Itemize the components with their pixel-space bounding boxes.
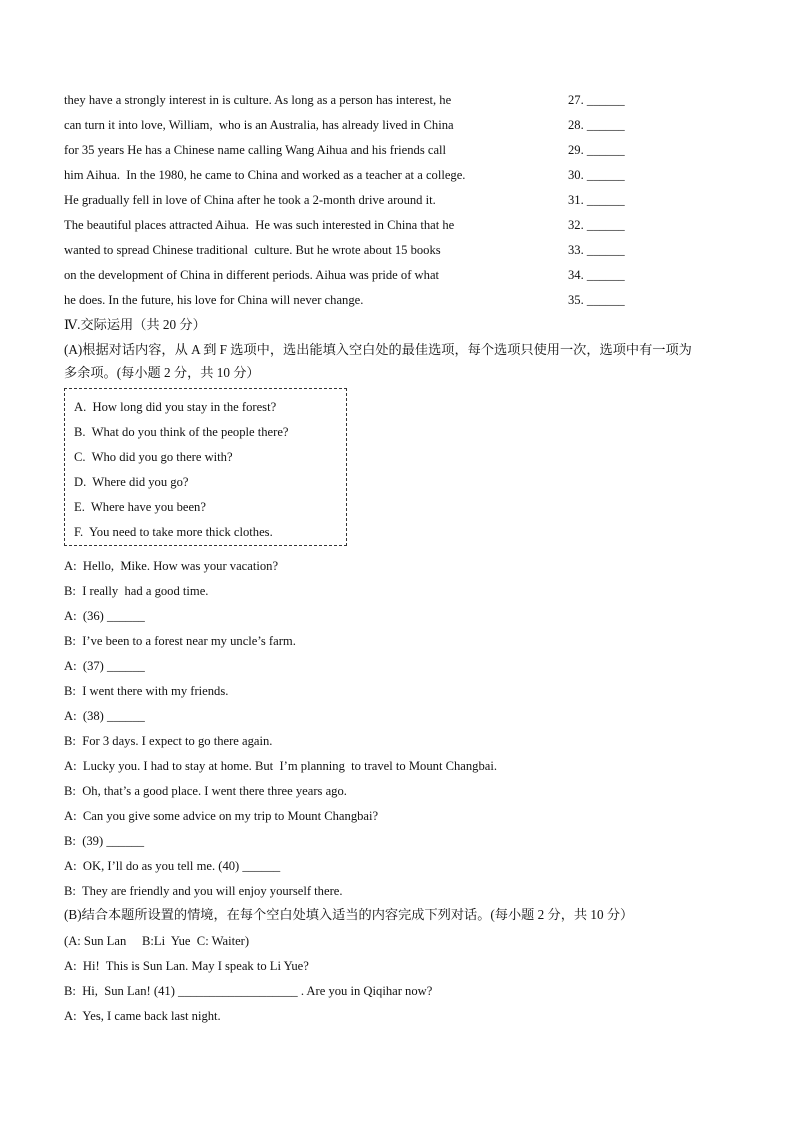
part-a-instruction-cont: 多余项。(每小题 2 分，共 10 分） <box>64 365 260 380</box>
dialogue-line: A: OK, I’ll do as you tell me. (40) ______ <box>64 859 281 873</box>
option-a: A. How long did you stay in the forest? <box>74 400 277 414</box>
dialogue-line: B: They are friendly and you will enjoy yourself there. <box>64 884 343 898</box>
dialogue-line: A: Yes, I came back last night. <box>64 1009 221 1023</box>
part-b-instruction: (B)结合本题所设置的情境，在每个空白处填入适当的内容完成下列对话。(每小题 2 分，共 10 分） <box>64 907 634 922</box>
passage-line: can turn it into love, William, who is an Australia, has already lived in China <box>64 118 454 132</box>
dialogue-line: A: Hi! This is Sun Lan. May I speak to Li Yue? <box>64 959 309 973</box>
option-e: E. Where have you been? <box>74 500 206 514</box>
dialogue-line: B: (39) ______ <box>64 834 145 848</box>
answer-blank-31: 31. ______ <box>568 193 625 207</box>
passage-line: wanted to spread Chinese traditional culture. But he wrote about 15 books <box>64 243 441 257</box>
answer-blank-34: 34. ______ <box>568 268 625 282</box>
passage-line: he does. In the future, his love for China will never change. <box>64 293 364 307</box>
dialogue-line: B: I went there with my friends. <box>64 684 229 698</box>
option-f: F. You need to take more thick clothes. <box>74 525 273 539</box>
dialogue-line: A: Hello, Mike. How was your vacation? <box>64 559 279 573</box>
answer-blank-33: 33. ______ <box>568 243 625 257</box>
section-title: Ⅳ.交际运用（共 20 分） <box>64 317 206 332</box>
option-b: B. What do you think of the people there? <box>74 425 289 439</box>
dialogue-line: A: (38) ______ <box>64 709 145 723</box>
answer-blank-30: 30. ______ <box>568 168 625 182</box>
dialogue-line: A: Lucky you. I had to stay at home. But I’m planning to travel to Mount Changbai. <box>64 759 498 773</box>
dialogue-line: B: For 3 days. I expect to go there again. <box>64 734 273 748</box>
passage-line: The beautiful places attracted Aihua. He was such interested in China that he <box>64 218 455 232</box>
dialogue-roles: (A: Sun Lan B:Li Yue C: Waiter) <box>64 934 250 948</box>
answer-blank-27: 27. ______ <box>568 93 625 107</box>
answer-blank-35: 35. ______ <box>568 293 625 307</box>
part-a-instruction: (A)根据对话内容，从 A 到 F 选项中，选出能填入空白处的最佳选项，每个选项只使用一次，选项中有一项为 <box>64 342 692 357</box>
passage-line: him Aihua. In the 1980, he came to China and worked as a teacher at a college. <box>64 168 466 182</box>
answer-blank-29: 29. ______ <box>568 143 625 157</box>
answer-blank-32: 32. ______ <box>568 218 625 232</box>
passage-line: for 35 years He has a Chinese name calling Wang Aihua and his friends call <box>64 143 447 157</box>
option-c: C. Who did you go there with? <box>74 450 233 464</box>
passage-line: on the development of China in different periods. Aihua was pride of what <box>64 268 440 282</box>
option-d: D. Where did you go? <box>74 475 189 489</box>
dialogue-line: B: Hi, Sun Lan! (41) ___________________ . Are you in Qiqihar now? <box>64 984 433 998</box>
dialogue-line: A: (36) ______ <box>64 609 145 623</box>
passage-line: they have a strongly interest in is culture. As long as a person has interest, he <box>64 93 452 107</box>
dialogue-line: A: Can you give some advice on my trip to Mount Changbai? <box>64 809 379 823</box>
dialogue-line: A: (37) ______ <box>64 659 145 673</box>
dialogue-line: B: Oh, that’s a good place. I went there three years ago. <box>64 784 347 798</box>
answer-blank-28: 28. ______ <box>568 118 625 132</box>
passage-line: He gradually fell in love of China after he took a 2-month drive around it. <box>64 193 436 207</box>
dialogue-line: B: I really had a good time. <box>64 584 209 598</box>
dialogue-line: B: I’ve been to a forest near my uncle’s farm. <box>64 634 296 648</box>
